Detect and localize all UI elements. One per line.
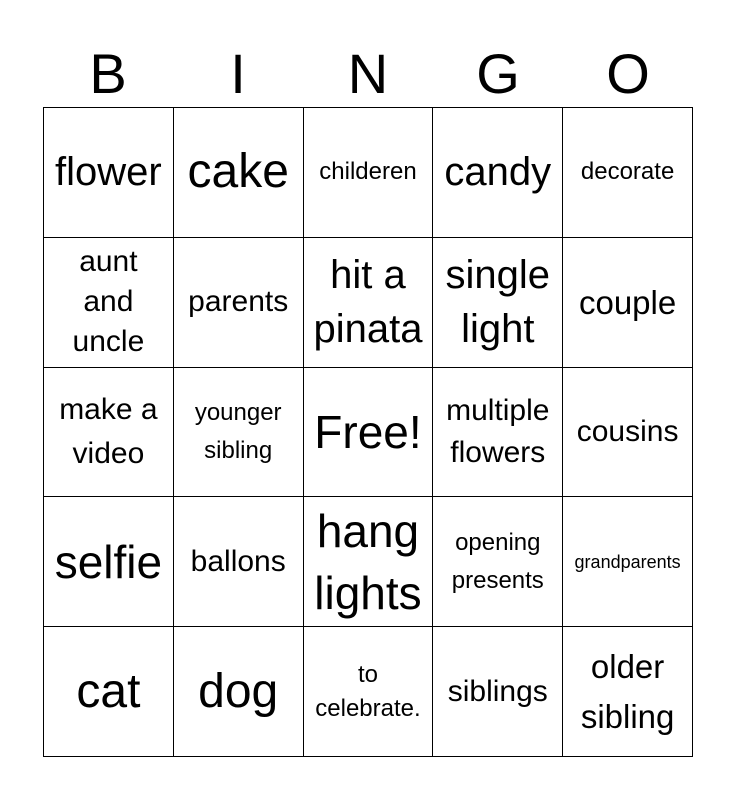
bingo-cell[interactable] (44, 627, 174, 757)
bingo-cell[interactable] (563, 497, 693, 627)
header-letter-o: O (606, 42, 650, 105)
cell-text: hit a pinata (313, 253, 423, 352)
bingo-header (43, 40, 693, 108)
bingo-cell[interactable] (433, 368, 563, 498)
bingo-grid (43, 107, 693, 757)
cell-text: single light (445, 253, 551, 352)
bingo-cell[interactable] (433, 497, 563, 627)
cell-text: aunt and uncle (72, 245, 145, 359)
cell-text: couple (578, 283, 677, 321)
cell-text: older sibling (580, 647, 675, 735)
cell-text: selfie (54, 535, 163, 588)
cell-text: childeren (319, 158, 417, 186)
bingo-cell[interactable] (433, 627, 563, 757)
header-letter-g: G (476, 42, 520, 105)
cell-text: candy (444, 150, 552, 195)
cell-text: grandparents (574, 551, 681, 572)
bingo-cell[interactable] (563, 108, 693, 238)
cell-text: make a video (59, 392, 158, 470)
bingo-cell[interactable] (304, 238, 434, 368)
cell-text: decorate (580, 158, 675, 186)
cell-text: dog (198, 664, 279, 718)
bingo-cell[interactable] (174, 108, 304, 238)
cell-text: ballons (190, 544, 286, 578)
bingo-cell[interactable] (304, 497, 434, 627)
bingo-cell[interactable] (174, 497, 304, 627)
bingo-cell[interactable] (44, 368, 174, 498)
cell-text: cousins (576, 414, 679, 448)
cell-text: parents (188, 285, 289, 319)
bingo-cell[interactable] (433, 238, 563, 368)
cell-text: to celebrate. (315, 660, 421, 722)
bingo-cell[interactable] (174, 368, 304, 498)
bingo-cell[interactable] (304, 108, 434, 238)
bingo-cell[interactable] (304, 627, 434, 757)
bingo-cell[interactable] (174, 627, 304, 757)
bingo-cell[interactable] (563, 627, 693, 757)
cell-text: cake (187, 145, 289, 199)
cell-text: Free! (314, 405, 422, 458)
bingo-cell[interactable] (44, 497, 174, 627)
header-letter-b: B (89, 42, 127, 105)
cell-text: opening presents (451, 528, 544, 594)
bingo-cell[interactable] (304, 368, 434, 498)
bingo-cell[interactable] (44, 108, 174, 238)
bingo-cell[interactable] (174, 238, 304, 368)
header-letter-i: I (230, 42, 246, 105)
bingo-cell[interactable] (44, 238, 174, 368)
cell-text: younger sibling (194, 398, 282, 464)
header-letter-n: N (347, 42, 389, 105)
cell-text: hang lights (314, 504, 422, 619)
bingo-cell[interactable] (563, 238, 693, 368)
cell-text: siblings (447, 674, 548, 708)
bingo-cell[interactable] (433, 108, 563, 238)
cell-text: cat (76, 664, 141, 718)
cell-text: flower (55, 150, 162, 195)
cell-text: multiple flowers (446, 393, 550, 469)
bingo-cell[interactable] (563, 368, 693, 498)
